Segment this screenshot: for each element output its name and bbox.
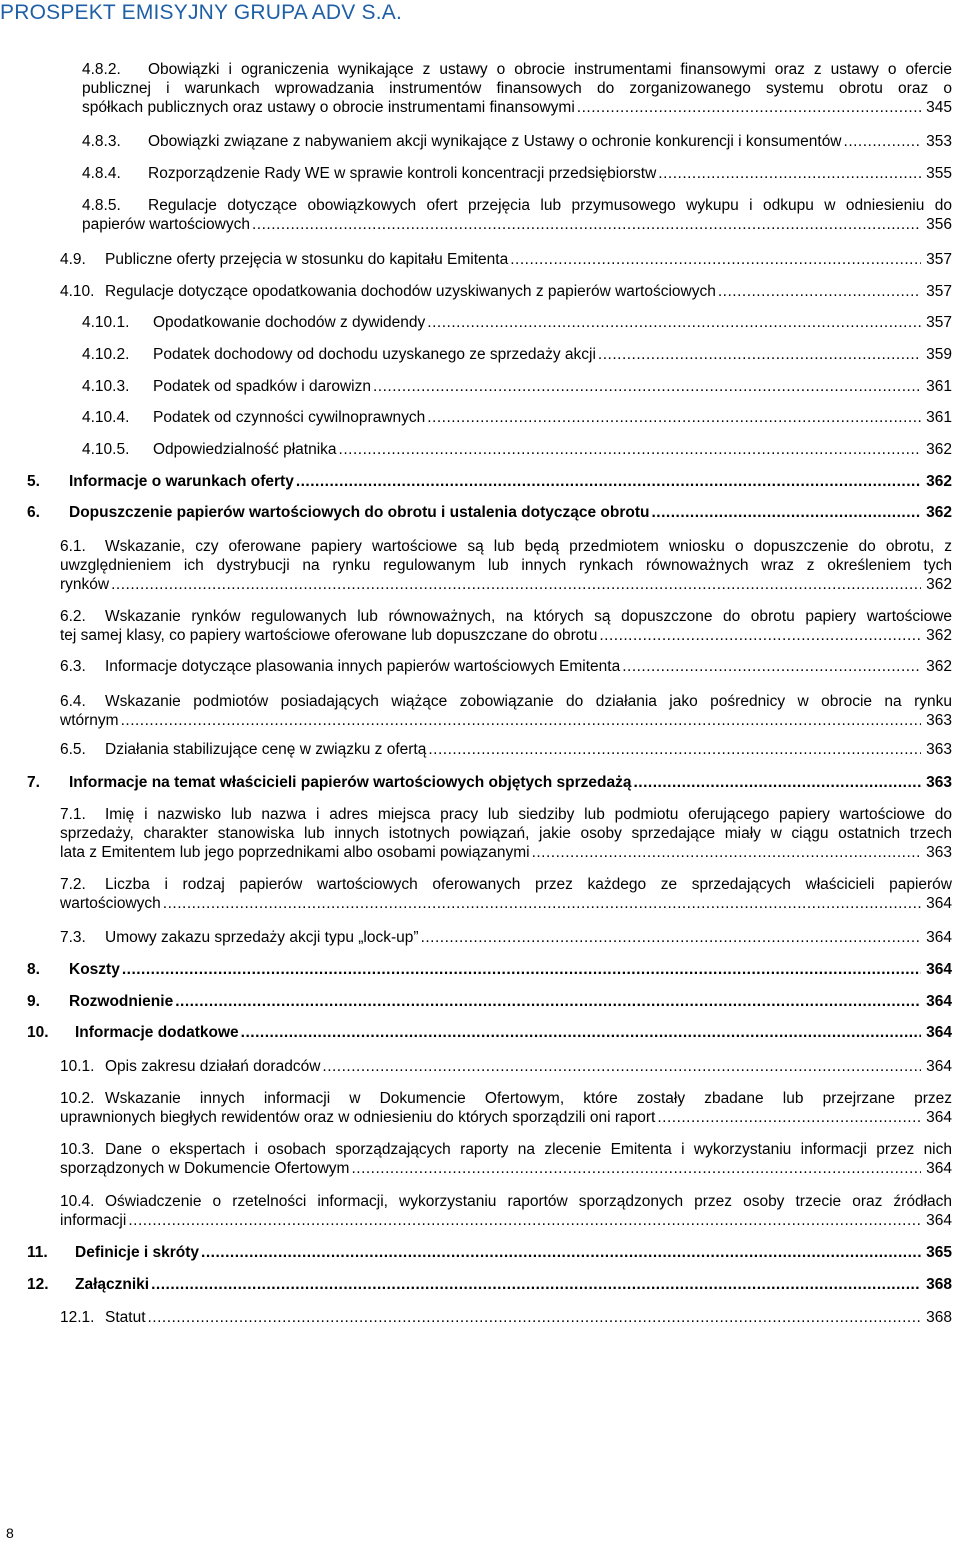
toc-entry-page: 357 bbox=[926, 283, 952, 300]
toc-entry-page: 364 bbox=[926, 1024, 952, 1041]
toc-entry-title: uprawnionych biegłych rewidentów oraz w odniesieniu do których sporządzili oni raport bbox=[60, 1109, 656, 1126]
toc-leader-dots bbox=[577, 98, 921, 117]
toc-entry-title: tej samej klasy, co papiery wartościowe oferowane lub dopuszczane do obrotu bbox=[60, 627, 598, 644]
toc-entry-title: Statut bbox=[105, 1309, 146, 1326]
toc-leader-dots bbox=[373, 377, 921, 396]
toc-entry-page: 359 bbox=[926, 346, 952, 363]
toc-entry-title: Informacje o warunkach oferty bbox=[69, 473, 294, 490]
toc-entry-page: 364 bbox=[926, 1212, 952, 1229]
toc-entry-title: Umowy zakazu sprzedaży akcji typu „lock-up” bbox=[105, 929, 419, 946]
toc-leader-dots bbox=[296, 472, 921, 491]
toc-entry-title: Obowiązki związane z nabywaniem akcji wynikające z Ustawy o ochronie konkurencji i konsumentów bbox=[148, 133, 842, 150]
toc-entry-page: 345 bbox=[926, 99, 952, 116]
toc-entry-number: 4.10.2. bbox=[82, 346, 130, 363]
toc-entry-number: 6. bbox=[27, 504, 40, 521]
toc-entry-page: 363 bbox=[926, 712, 952, 729]
toc-entry-title-line: Wskazanie, czy oferowane papiery wartościowe są lub będą przedmiotem wniosku o dopuszczenie do obrotu, z bbox=[105, 538, 952, 555]
toc-leader-dots bbox=[128, 1211, 921, 1230]
toc-entry-page: 364 bbox=[926, 961, 952, 978]
toc-entry-number: 10.4. bbox=[60, 1193, 95, 1210]
toc-entry-page: 364 bbox=[926, 1058, 952, 1075]
toc-entry-title: Odpowiedzialność płatnika bbox=[153, 441, 337, 458]
toc-entry-title: Podatek od spadków i darowizn bbox=[153, 378, 371, 395]
toc-leader-dots bbox=[657, 1108, 921, 1127]
toc-entry-page: 363 bbox=[926, 844, 952, 861]
toc-entry-title: Definicje i skróty bbox=[75, 1244, 200, 1261]
toc-leader-dots bbox=[122, 960, 921, 979]
toc-entry-number: 4.10. bbox=[60, 283, 95, 300]
toc-leader-dots bbox=[421, 928, 922, 947]
toc-entry-title: spółkach publicznych oraz ustawy o obrocie instrumentami finansowymi bbox=[82, 99, 575, 116]
toc-entry-number: 4.10.4. bbox=[82, 409, 130, 426]
toc-entry-title: Działania stabilizujące cenę w związku z ofertą bbox=[105, 741, 427, 758]
toc-entry-title: papierów wartościowych bbox=[82, 216, 250, 233]
toc-entry-page: 362 bbox=[926, 658, 952, 675]
toc-entry-title-line: Regulacje dotyczące obowiązkowych ofert przejęcia lub przymusowego wykupu i odkupu w odniesieniu do bbox=[148, 197, 952, 214]
toc-entry-page: 364 bbox=[926, 1160, 952, 1177]
toc-entry-number: 4.8.5. bbox=[82, 197, 121, 214]
toc-entry-title-line: Obowiązki i ograniczenia wynikające z ustawy o obrocie instrumentami finansowymi oraz z ustawy o ofercie bbox=[148, 61, 952, 78]
toc-entry-page: 362 bbox=[926, 441, 952, 458]
toc-entry-title: Koszty bbox=[69, 961, 120, 978]
toc-leader-dots bbox=[844, 132, 922, 151]
toc-entry-title-line: Wskazanie rynków regulowanych lub równoważnych, na których są dopuszczone do obrotu papiery wartościowe bbox=[105, 608, 952, 625]
toc-leader-dots bbox=[598, 345, 921, 364]
toc-leader-dots bbox=[532, 843, 922, 862]
toc-leader-dots bbox=[148, 1308, 922, 1327]
toc-entry-number: 9. bbox=[27, 993, 40, 1010]
toc-entry-page: 362 bbox=[926, 576, 952, 593]
toc-leader-dots bbox=[658, 164, 921, 183]
toc-leader-dots bbox=[175, 992, 921, 1011]
toc-leader-dots bbox=[339, 440, 922, 459]
toc-entry-number: 12. bbox=[27, 1276, 49, 1293]
toc-entry-page: 362 bbox=[926, 504, 952, 521]
toc-entry-title-line: Imię i nazwisko lub nazwa i adres miejsca pracy lub siedziby lub podmiotu oferującego papiery wartościowe do bbox=[105, 806, 952, 823]
toc-entry-page: 368 bbox=[926, 1309, 952, 1326]
toc-entry-page: 362 bbox=[926, 473, 952, 490]
toc-entry-number: 4.8.3. bbox=[82, 133, 121, 150]
toc-entry-number: 10.2. bbox=[60, 1090, 95, 1107]
toc-entry-title: lata z Emitentem lub jego poprzednikami albo osobami powiązanymi bbox=[60, 844, 530, 861]
toc-entry-title: Informacje dotyczące plasowania innych papierów wartościowych Emitenta bbox=[105, 658, 621, 675]
toc-entry-number: 6.4. bbox=[60, 693, 86, 710]
toc-entry-number: 4.9. bbox=[60, 251, 86, 268]
toc-entry-title-line: Wskazanie podmiotów posiadających wiążące zobowiązanie do działania jako pośrednicy w obrocie na rynku bbox=[105, 693, 952, 710]
toc-entry-title: rynków bbox=[60, 576, 110, 593]
toc-entry-number: 4.8.2. bbox=[82, 61, 121, 78]
toc-entry-page: 368 bbox=[926, 1276, 952, 1293]
toc-entry-number: 4.8.4. bbox=[82, 165, 121, 182]
toc-leader-dots bbox=[428, 740, 921, 759]
toc-entry-title: Załączniki bbox=[75, 1276, 150, 1293]
toc-leader-dots bbox=[322, 1057, 921, 1076]
toc-entry-title: Rozporządzenie Rady WE w sprawie kontroli koncentracji przedsiębiorstw bbox=[148, 165, 657, 182]
toc-entry-title: Opodatkowanie dochodów z dywidendy bbox=[153, 314, 426, 331]
toc-entry-title: wtórnym bbox=[60, 712, 119, 729]
toc-entry-number: 4.10.5. bbox=[82, 441, 130, 458]
toc-entry-title: wartościowych bbox=[60, 895, 161, 912]
toc-leader-dots bbox=[427, 408, 921, 427]
toc-entry-page: 364 bbox=[926, 929, 952, 946]
toc-entry-number: 7.2. bbox=[60, 876, 86, 893]
toc-entry-number: 6.2. bbox=[60, 608, 86, 625]
toc-entry-page: 353 bbox=[926, 133, 952, 150]
toc-entry-page: 357 bbox=[926, 251, 952, 268]
toc-leader-dots bbox=[252, 215, 921, 234]
toc-entry-title-line: uwzględnieniem ich dystrybucji na rynku regulowanym lub innych rynkach równoważnych wraz z określeniem tych bbox=[60, 557, 952, 574]
toc-entry-title-line: Dane o ekspertach i osobach sporządzających raporty na zlecenie Emitenta i wykorzystaniu informacji przez nich bbox=[105, 1141, 952, 1158]
toc-entry-page: 365 bbox=[926, 1244, 952, 1261]
toc-entry-number: 12.1. bbox=[60, 1309, 95, 1326]
toc-entry-number: 6.1. bbox=[60, 538, 86, 555]
toc-entry-number: 4.10.3. bbox=[82, 378, 130, 395]
toc-leader-dots bbox=[510, 250, 921, 269]
toc-entry-title: Dopuszczenie papierów wartościowych do obrotu i ustalenia dotyczące obrotu bbox=[69, 504, 650, 521]
toc-entry-number: 7.1. bbox=[60, 806, 86, 823]
toc-leader-dots bbox=[121, 711, 922, 730]
toc-entry-number: 6.3. bbox=[60, 658, 86, 675]
toc-entry-page: 361 bbox=[926, 409, 952, 426]
toc-leader-dots bbox=[163, 894, 921, 913]
toc-leader-dots bbox=[201, 1243, 921, 1262]
toc-entry-title-line: Oświadczenie o rzetelności informacji, wykorzystaniu raportów sporządzonych przez osoby trzecie oraz źródłach bbox=[105, 1193, 952, 1210]
toc-entry-title-line: sprzedaży, charakter stanowiska lub innych istotnych powiązań, jakie osoby sprzedające miały w ciągu ostatnich trzech bbox=[60, 825, 952, 842]
toc-entry-number: 10.3. bbox=[60, 1141, 95, 1158]
toc-leader-dots bbox=[622, 657, 921, 676]
toc-entry-title: Informacje na temat właścicieli papierów wartościowych objętych sprzedażą bbox=[69, 774, 632, 791]
toc-entry-title-line: Wskazanie innych informacji w Dokumencie Ofertowym, które zostały zbadane lub przejrzane przez bbox=[105, 1090, 952, 1107]
toc-entry-title: Rozwodnienie bbox=[69, 993, 174, 1010]
document-header-title: PROSPEKT EMISYJNY GRUPA ADV S.A. bbox=[0, 1, 403, 24]
toc-leader-dots bbox=[651, 503, 921, 522]
page-number: 8 bbox=[6, 1525, 14, 1541]
toc-leader-dots bbox=[111, 575, 921, 594]
toc-entry-number: 5. bbox=[27, 473, 40, 490]
toc-entry-title: informacji bbox=[60, 1212, 127, 1229]
toc-entry-number: 10. bbox=[27, 1024, 49, 1041]
toc-entry-number: 10.1. bbox=[60, 1058, 95, 1075]
toc-entry-number: 11. bbox=[27, 1244, 48, 1261]
toc-leader-dots bbox=[427, 313, 921, 332]
toc-entry-page: 364 bbox=[926, 895, 952, 912]
toc-entry-page: 364 bbox=[926, 993, 952, 1010]
toc-entry-number: 7. bbox=[27, 774, 40, 791]
toc-entry-title-line: publicznej i warunkach wprowadzania instrumentów finansowych do zorganizowanego systemu obrotu oraz o bbox=[82, 80, 952, 97]
toc-entry-page: 363 bbox=[926, 774, 952, 791]
toc-leader-dots bbox=[718, 282, 921, 301]
toc-entry-title: sporządzonych w Dokumencie Ofertowym bbox=[60, 1160, 350, 1177]
toc-entry-title: Podatek od czynności cywilnoprawnych bbox=[153, 409, 426, 426]
toc-leader-dots bbox=[241, 1023, 921, 1042]
toc-entry-title: Publiczne oferty przejęcia w stosunku do kapitału Emitenta bbox=[105, 251, 509, 268]
toc-entry-title: Regulacje dotyczące opodatkowania dochodów uzyskiwanych z papierów wartościowych bbox=[105, 283, 716, 300]
toc-leader-dots bbox=[151, 1275, 921, 1294]
toc-entry-page: 364 bbox=[926, 1109, 952, 1126]
toc-entry-page: 363 bbox=[926, 741, 952, 758]
toc-entry-page: 357 bbox=[926, 314, 952, 331]
toc-leader-dots bbox=[599, 626, 921, 645]
toc-entry-number: 6.5. bbox=[60, 741, 86, 758]
toc-entry-title: Opis zakresu działań doradców bbox=[105, 1058, 321, 1075]
toc-leader-dots bbox=[351, 1159, 921, 1178]
toc-entry-page: 362 bbox=[926, 627, 952, 644]
toc-entry-number: 8. bbox=[27, 961, 40, 978]
toc-entry-number: 4.10.1. bbox=[82, 314, 130, 331]
toc-entry-page: 355 bbox=[926, 165, 952, 182]
toc-entry-title-line: Liczba i rodzaj papierów wartościowych oferowanych przez każdego ze sprzedających właścicieli papierów bbox=[105, 876, 952, 893]
toc-entry-page: 356 bbox=[926, 216, 952, 233]
toc-entry-number: 7.3. bbox=[60, 929, 86, 946]
toc-leader-dots bbox=[634, 773, 922, 792]
toc-entry-title: Podatek dochodowy od dochodu uzyskanego ze sprzedaży akcji bbox=[153, 346, 596, 363]
toc-entry-page: 361 bbox=[926, 378, 952, 395]
toc-entry-title: Informacje dodatkowe bbox=[75, 1024, 239, 1041]
